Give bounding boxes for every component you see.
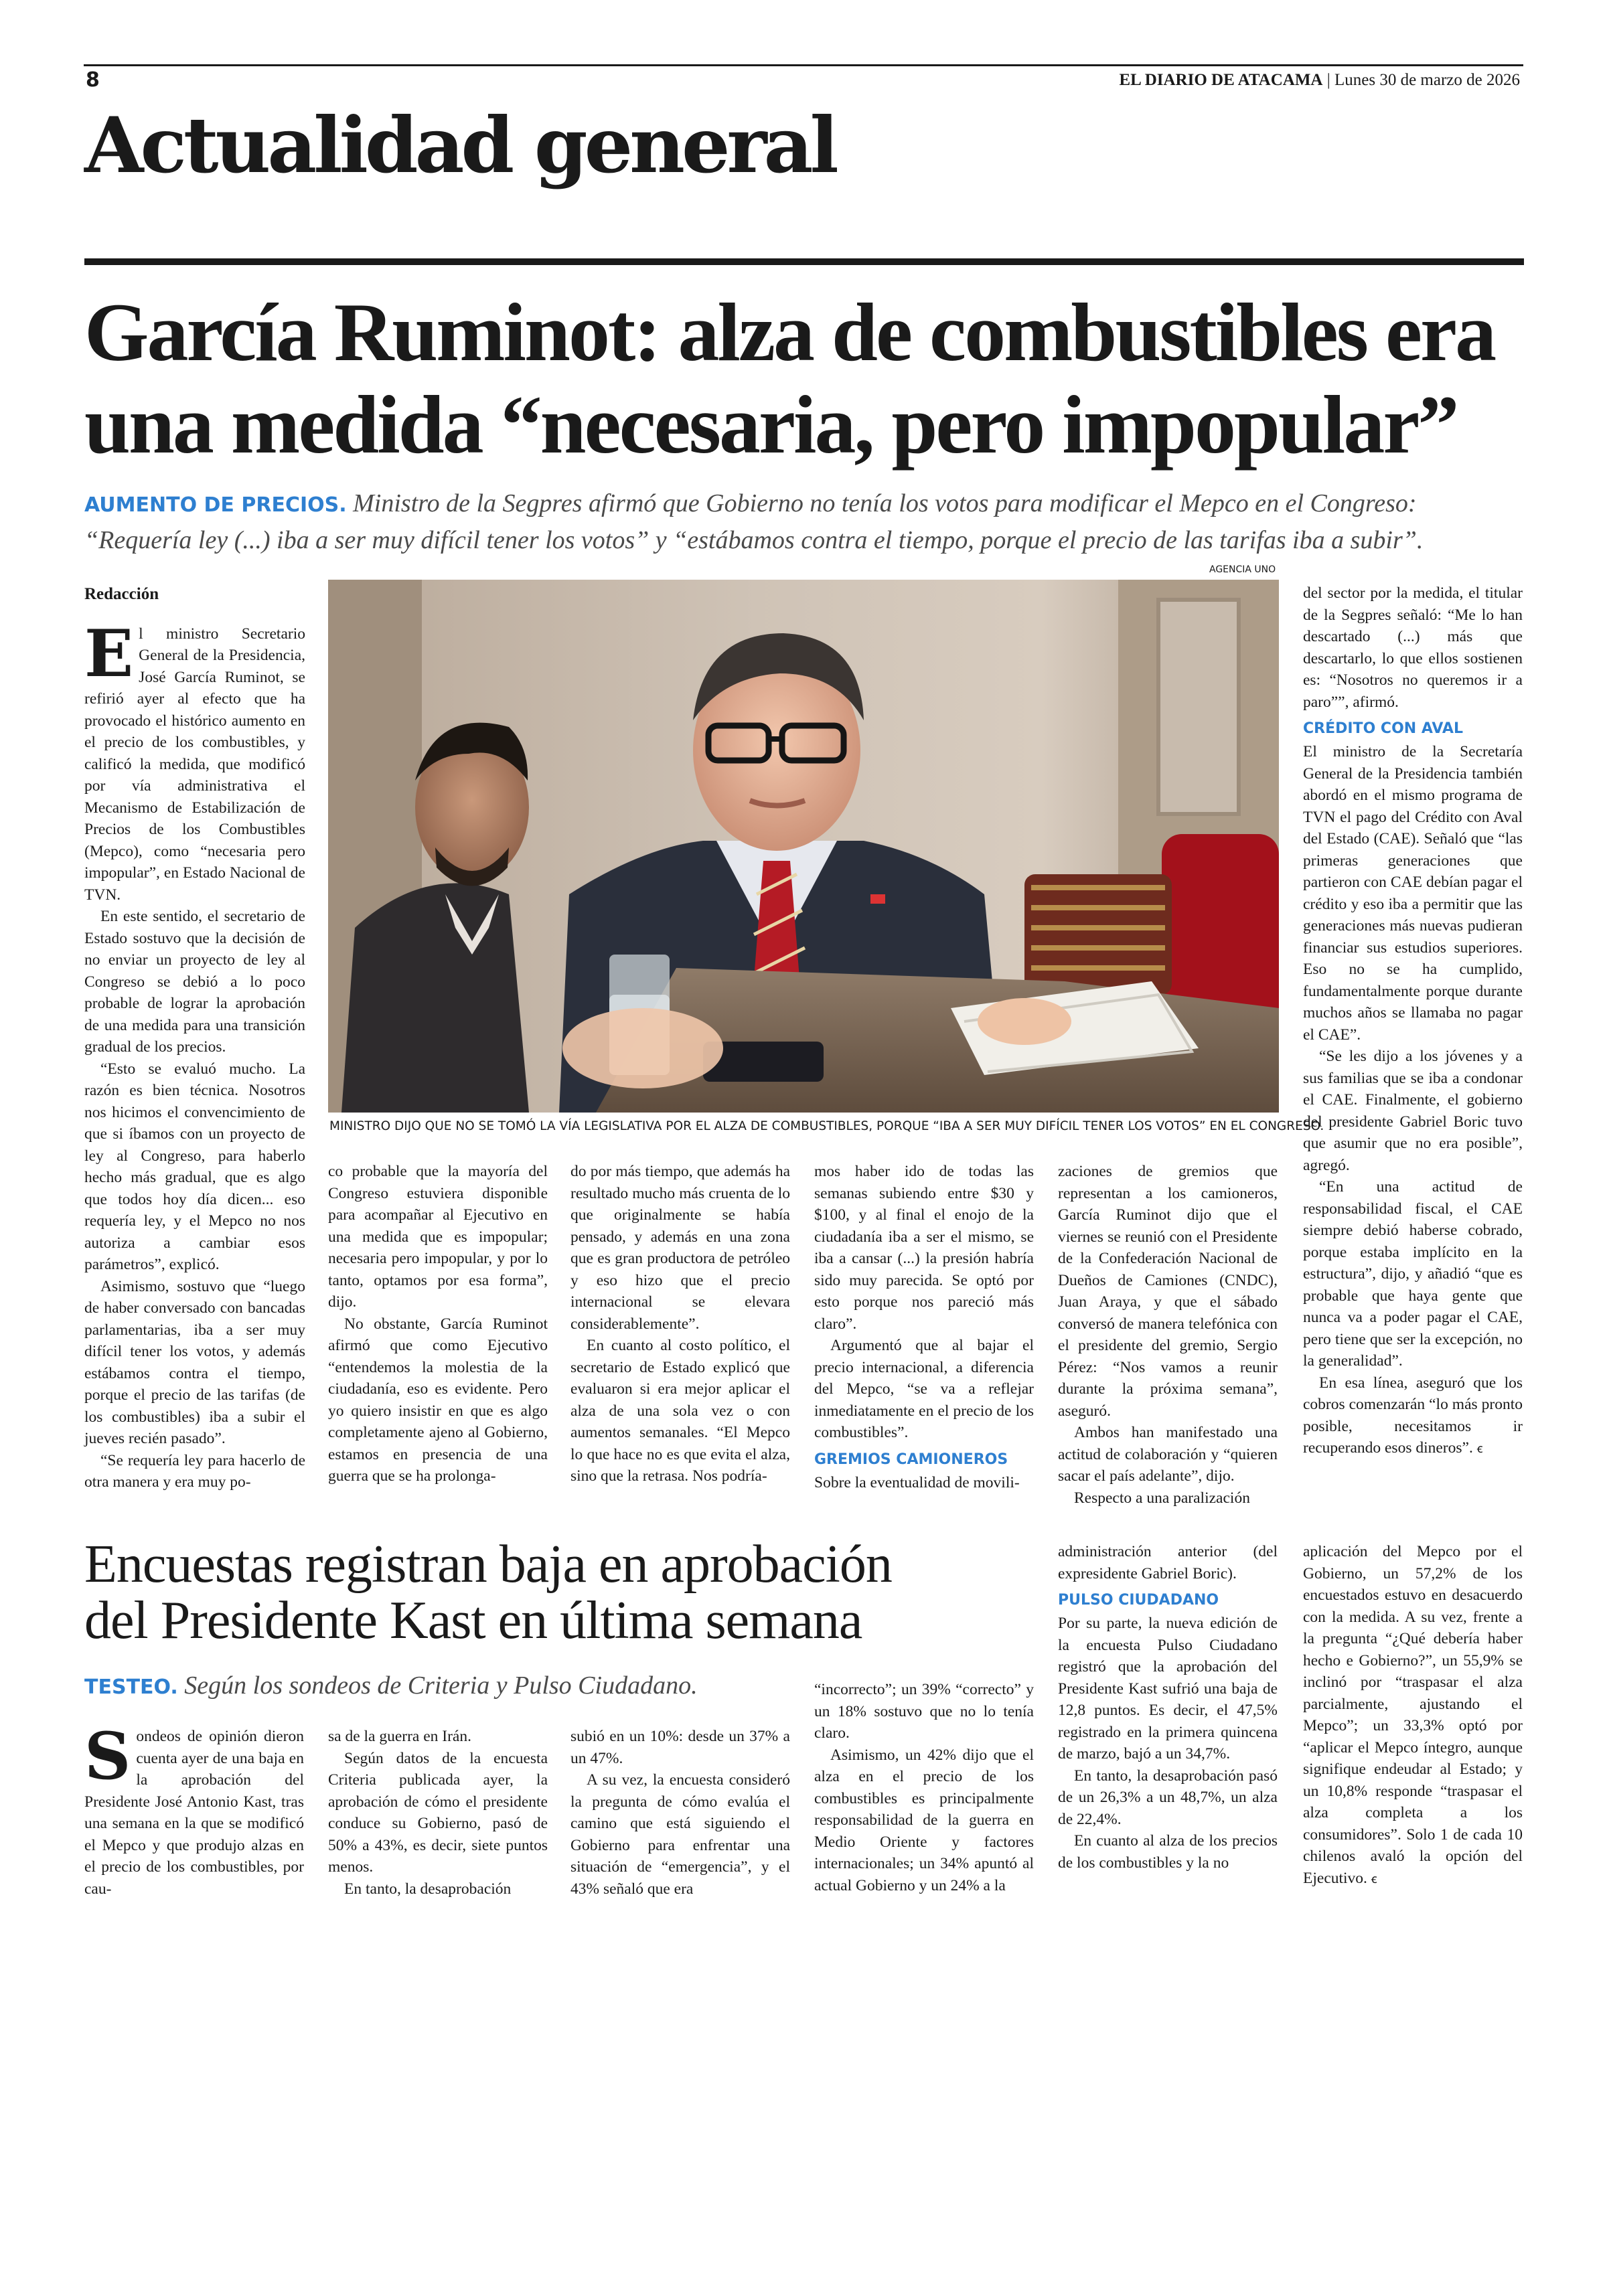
end-mark-icon: ꞓ	[1371, 1872, 1377, 1886]
masthead: EL DIARIO DE ATACAMA | Lunes 30 de marzo de 2026	[1119, 71, 1520, 89]
issue-date: Lunes 30 de marzo de 2026	[1334, 71, 1520, 89]
lede-text: Según los sondeos de Criteria y Pulso Ciudadano.	[184, 1671, 698, 1700]
paragraph: Asimismo, sostuvo que “luego de haber conversado con bancadas parlamentarias, iba a ser muy difícil tener los votos, y además estábamos contra el tiempo, porque el precio de las tarifas (de los combustibles) iba a subir el jueves recién pasado”.	[84, 1277, 305, 1447]
article2-column-5	[1058, 1541, 1278, 1874]
photo-illustration	[328, 580, 1279, 1113]
article1-column-6	[1303, 582, 1523, 1461]
subheading: GREMIOS CAMIONEROS	[814, 1451, 1008, 1468]
article2-headline	[84, 1536, 1055, 1649]
paragraph: Asimismo, un 42% dijo que el alza en el precio de los combustibles es principalmente responsabilidad de la guerra en Medio Oriente y factores internacionales; un 34% apuntó al actual Gobierno y un 24% a la	[814, 1746, 1034, 1894]
paragraph: administración anterior (del expresidente Gabriel Boric).	[1058, 1543, 1278, 1582]
paragraph: En tanto, la desaprobación	[344, 1880, 512, 1898]
end-mark-icon: ꞓ	[1476, 1442, 1483, 1456]
paragraph: Argumentó que al bajar el precio internacional, a diferencia del Mepco, “se va a reflejar inmediatamente en el precio de los combustibles”.	[814, 1337, 1034, 1441]
paragraph: En cuanto al alza de los precios de los combustibles y la no	[1058, 1832, 1278, 1872]
article1-column-3	[570, 1161, 790, 1487]
subheading: PULSO CIUDADANO	[1058, 1592, 1219, 1609]
paragraph: Respecto a una paralización	[1074, 1489, 1250, 1507]
article1-headline	[84, 286, 1531, 471]
paragraph: Sobre la eventualidad de movili-	[814, 1473, 1020, 1491]
byline: Redacción	[84, 585, 159, 603]
article2-column-4	[814, 1679, 1034, 1896]
headline-line: del Presidente Kast en última semana	[84, 1591, 862, 1650]
newspaper-name: EL DIARIO DE ATACAMA	[1119, 71, 1323, 89]
section-title: Actualidad general	[84, 100, 836, 190]
article2-column-3	[570, 1726, 790, 1900]
article1-column-1	[84, 584, 305, 1493]
paragraph: “Se requería ley para hacerlo de otra manera y era muy po-	[84, 1451, 305, 1491]
paragraph: El ministro de la Secretaría General de la Presidencia también abordó en el mismo programa de TVN el pago del Crédito con Aval del Estado (CAE). Señaló que “las primeras generaciones que partieron con CAE debían pagar el crédito y eso iba a permitir que las generaciones más nuevas pudieran financiar sus estudios superiores. Eso no se ha cumplido, fundamentalmente porque durante muchos años se llamaba no pagar el CAE”.	[1303, 743, 1523, 1044]
top-rule	[84, 64, 1523, 66]
paragraph: “Esto se evaluó mucho. La razón es bien técnica. Nosotros nos hicimos el convencimiento de que si íbamos con un proyecto de ley al Congreso, para haberlo hecho más gradual, que es algo que todos hoy día dicen... eso requería ley, y el Mepco no nos autoriza a cambiar esos parámetros”, explicó.	[84, 1060, 305, 1273]
paragraph: del sector por la medida, el titular de la Segpres señaló: “Me lo han descartado (...) más que descartarlo, lo que ellos sostienen es: “Nosotros no queremos ir a paro””, afirmó.	[1303, 584, 1523, 711]
paragraph: En este sentido, el secretario de Estado sostuvo que la decisión de no enviar un proyecto de ley al Congreso se debió a lo poco probable de lograr la aprobación de una medida para una transición gradual de los precios.	[84, 908, 305, 1056]
article2-column-1	[84, 1718, 304, 1900]
headline-line: una medida “necesaria, pero impopular”	[84, 379, 1458, 471]
paragraph: En tanto, la desaprobación pasó de un 26,3% a un 48,7%, un alza de 22,4%.	[1058, 1767, 1278, 1828]
paragraph: do por más tiempo, que además ha resultado mucho más cruenta de lo que originalmente se había pensado, y además en una zona que es gran productora de petróleo y eso hizo que el precio internacional se elevara considerablemente”.	[570, 1163, 790, 1333]
paragraph: En cuanto al costo político, el secretario de Estado explicó que evaluaron si era mejor aplicar el alza de una sola vez o con aumentos semanales. “El Mepco lo que hace no es que evita el alza, sino que la retrasa. Nos podría-	[570, 1337, 790, 1485]
paragraph: l ministro Secretario General de la Presidencia, José García Ruminot, se refirió ayer al efecto que ha provocado el histórico aumento en el precio de los combustibles, y calificó la medida, que modificó por vía administrativa el Mecanismo de Estabilización de Precios de los Combustibles (Mepco), como “necesaria pero impopular”, en Estado Nacional de TVN.	[84, 625, 305, 904]
photo-caption: MINISTRO DIJO QUE NO SE TOMÓ LA VÍA LEGISLATIVA POR EL ALZA DE COMBUSTIBLES, PORQUE “IBA A SER MUY DIFÍCIL TENER LOS VOTOS” EN EL CONGRESO.	[329, 1119, 1324, 1133]
paragraph: No obstante, García Ruminot afirmó que como Ejecutivo “entendemos la molestia de la ciudadanía, eso es evidente. Pero yo quiero insistir en que es algo completamente ajeno al Gobierno, estamos en presencia de una guerra que se ha prolonga-	[328, 1315, 548, 1485]
lede-text: Ministro de la Segpres afirmó que Gobierno no tenía los votos para modificar el Mepco en el Congreso: “Requería ley (...) iba a ser muy difícil tener los votos” y “estábamos contra el tiempo, porque el precio de las tarifas iba a subir”.	[84, 489, 1424, 554]
lede-kicker: AUMENTO DE PRECIOS.	[84, 493, 347, 517]
article1-column-5	[1058, 1161, 1278, 1509]
article1-lede	[84, 486, 1524, 558]
paragraph: mos haber ido de todas las semanas subiendo entre $30 y $100, y al final el enojo de la ciudadanía iba a ser el mismo, se iba a cansar (...) la presión habría sido muy parecida. Se optó por esto porque nos pareció más claro”.	[814, 1163, 1034, 1333]
paragraph: A su vez, la encuesta consideró la pregunta de cómo evalúa el camino que está siguiendo el Gobierno para enfrentar una situación de “emergencia”, y el 43% señaló que era	[570, 1771, 790, 1898]
subheading: CRÉDITO CON AVAL	[1303, 720, 1463, 737]
article2-column-2	[328, 1726, 548, 1900]
paragraph: “incorrecto”; un 39% “correcto” y un 18% sostuvo que no lo tenía claro.	[814, 1681, 1034, 1742]
paragraph: subió en un 10%: desde un 37% a un 47%.	[570, 1728, 790, 1767]
paragraph: sa de la guerra en Irán.	[328, 1728, 471, 1745]
paragraph: “Se les dijo a los jóvenes y a sus familias que se iba a condonar el CAE. Finalmente, el gobierno del presidente Gabriel Boric tuvo que asumir que no era posible”, agregó.	[1303, 1048, 1523, 1174]
drop-cap: E	[84, 615, 134, 691]
paragraph: En esa línea, aseguró que los cobros comenzarán “lo más pronto posible, necesitamos ir recuperando esos dineros”.	[1303, 1374, 1523, 1457]
article2-column-6	[1303, 1541, 1523, 1890]
headline-line: García Ruminot: alza de combustibles era	[84, 286, 1495, 378]
section-rule	[84, 258, 1524, 265]
headline-line: Encuestas registran baja en aprobación	[84, 1535, 892, 1594]
drop-cap: S	[84, 1718, 131, 1794]
paragraph: “En una actitud de responsabilidad fiscal, el CAE siempre debió haberse cobrado, porque estaba implícito en la estructura”, dijo, y añadió “que es probable que haya gente que nunca va a poder pagar el CAE, pero tiene que ser la excepción, no la generalidad”.	[1303, 1178, 1523, 1370]
paragraph: Según datos de la encuesta Criteria publicada ayer, la aprobación de cómo el presidente conduce su Gobierno, pasó de 50% a 43%, es decir, siete puntos menos.	[328, 1749, 548, 1876]
paragraph: ondeos de opinión dieron cuenta ayer de una baja en la aprobación del Presidente José Antonio Kast, tras una semana en la que se modificó el Mepco y que produjo alzas en el precio de los combustibles, por cau-	[84, 1728, 304, 1898]
paragraph: zaciones de gremios que representan a los camioneros, García Ruminot dijo que el viernes se reunió con el Presidente de la Confederación Nacional de Dueños de Camiones (CNDC), Juan Araya, y que el sábado conversó de manera telefónica con el presidente del gremio, Sergio Pérez: “Nos vamos a reunir durante la próxima semana”, aseguró.	[1058, 1163, 1278, 1420]
page-number: 8	[86, 68, 100, 92]
article1-column-2	[328, 1161, 548, 1487]
article-photo	[328, 580, 1279, 1113]
paragraph: aplicación del Mepco por el Gobierno, un 57,2% de los encuestados estuvo en desacuerdo con la medida. A su vez, frente a la pregunta “¿Qué debería haber hecho e Gobierno?”, un 55,9% se inclinó por “traspasar el alza parcialmente, ajustando el Mepco”; un 33,3% optó por “aplicar el Mepco íntegro, aunque signifique endeudar al Estado; y un 10,8% responde “traspasar el alza completa a los consumidores”. Solo 1 de cada 10 chilenos avaló la opción del Ejecutivo.	[1303, 1543, 1523, 1887]
article1-column-4	[814, 1161, 1034, 1493]
lede-kicker: TESTEO.	[84, 1675, 178, 1699]
paragraph: Ambos han manifestado una actitud de colaboración y “quieren sacar el país adelante”, dijo.	[1058, 1424, 1278, 1485]
paragraph: co probable que la mayoría del Congreso estuviera disponible para acompañar al Ejecutivo en una medida que es impopular; necesaria pero impopular, y por lo tanto, optamos por esa forma”, dijo.	[328, 1163, 548, 1311]
photo-credit: AGENCIA UNO	[1209, 564, 1276, 575]
paragraph: Por su parte, la nueva edición de la encuesta Pulso Ciudadano registró que la aprobación del Presidente Kast sufrió una baja de 12,8 puntos. Es decir, el 47,5% registrado en la primera quincena de marzo, bajó a un 34,7%.	[1058, 1615, 1278, 1762]
